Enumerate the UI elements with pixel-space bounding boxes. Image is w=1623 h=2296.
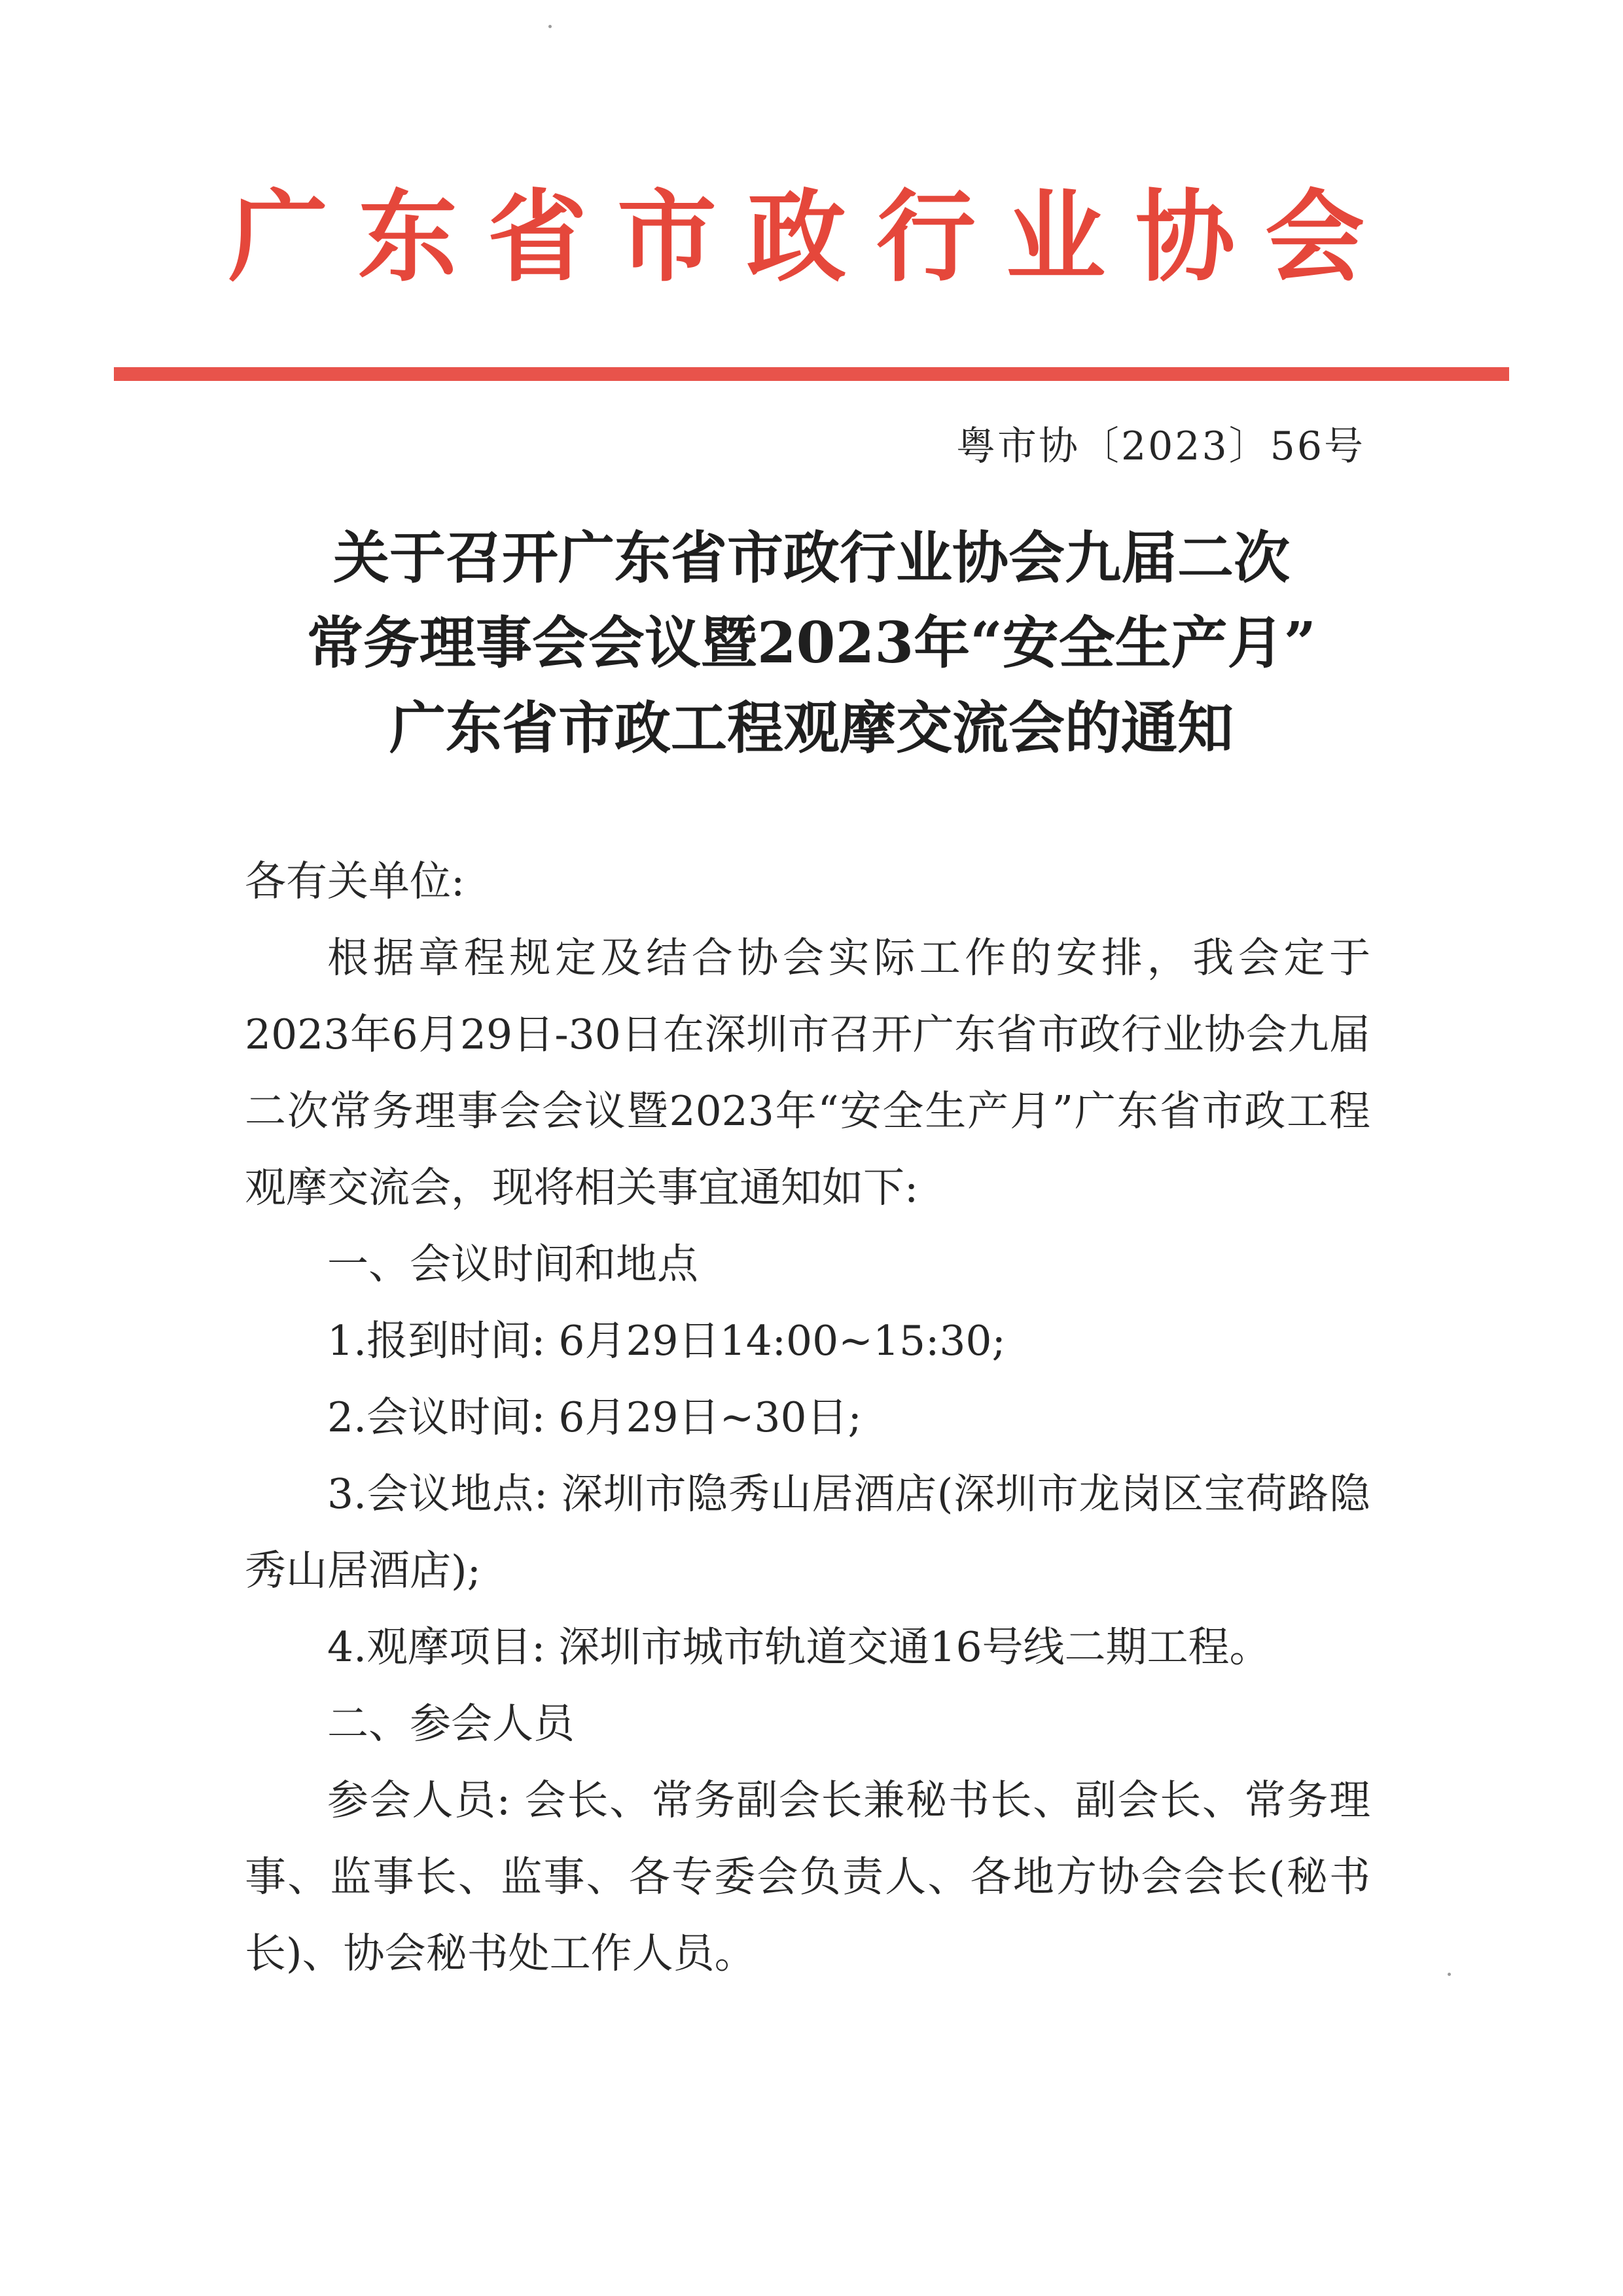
attendees-paragraph: 参会人员: 会长、常务副会长兼秘书长、副会长、常务理事、监事长、监事、各专委会负责人、各地方协会会长(秘书长)、协会秘书处工作人员。 [245, 1776, 1370, 1977]
section-heading-time-location: 一、会议时间和地点 [327, 1240, 698, 1288]
organization-masthead: 广东省市政行业协会 [228, 178, 1395, 295]
item-meeting-time: 2.会议时间: 6月29日~30日; [327, 1393, 862, 1441]
section-heading-attendees: 二、参会人员 [327, 1700, 575, 1748]
scan-speck [548, 25, 552, 28]
notice-body [245, 843, 1370, 1992]
title-line-2: 常务理事会会议暨2023年“安全生产月” [306, 610, 1317, 676]
title-line-1: 关于召开广东省市政行业协会九届二次 [333, 525, 1290, 591]
item-meeting-location: 3.会议地点: 深圳市隐秀山居酒店(深圳市龙岗区宝荷路隐秀山居酒店); [245, 1470, 1370, 1594]
salutation: 各有关单位: [245, 857, 465, 905]
intro-paragraph: 根据章程规定及结合协会实际工作的安排，我会定于2023年6月29日-30日在深圳市召开广东省市政行业协会九届二次常务理事会会议暨2023年“安全生产月”广东省市政工程观摩交流会，现将相关事宜通知如下: [245, 934, 1370, 1211]
item-observation-project: 4.观摩项目: 深圳市城市轨道交通16号线二期工程。 [327, 1623, 1271, 1671]
document-number: 粤市协〔2023〕56号 [955, 423, 1365, 469]
notice-title [105, 516, 1518, 771]
title-line-3: 广东省市政工程观摩交流会的通知 [389, 695, 1234, 761]
red-header-rule [114, 367, 1509, 381]
item-registration-time: 1.报到时间: 6月29日14:00~15:30; [327, 1317, 1006, 1365]
scan-speck [1448, 1973, 1451, 1976]
